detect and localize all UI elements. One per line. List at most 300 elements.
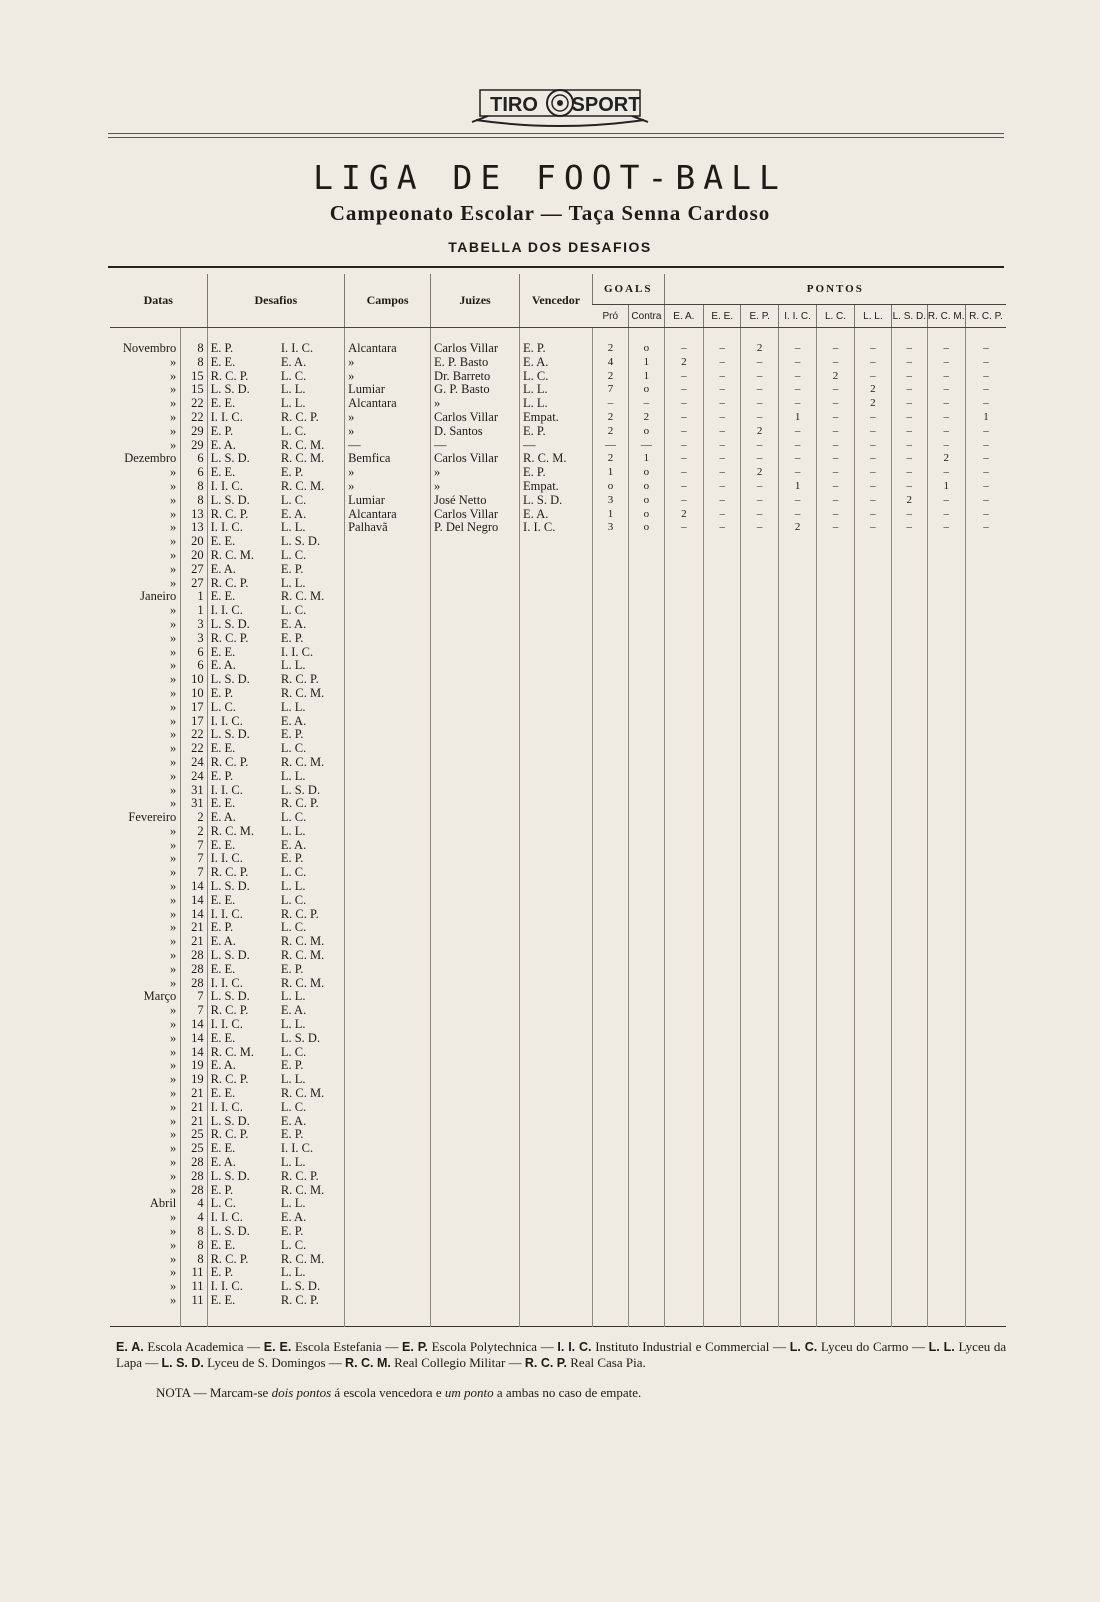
fixture-goals-pro [592, 563, 628, 577]
fixture-pontos [817, 949, 854, 963]
fixture-pontos [927, 604, 965, 618]
fixture-day: 14 [181, 1032, 207, 1046]
fixture-pontos: – [741, 370, 778, 384]
fixture-vencedor: L. C. [520, 370, 593, 384]
fixture-month: » [170, 438, 177, 452]
fixture-row [110, 687, 1006, 701]
fixture-pontos [778, 728, 816, 742]
fixture-away-team: E. A. [280, 714, 307, 728]
fixture-pontos: – [892, 521, 927, 535]
fixture-pontos: – [704, 494, 741, 508]
fixture-vencedor [520, 811, 593, 825]
fixture-pontos [741, 977, 778, 991]
fixture-away-team: L. L. [280, 769, 306, 783]
fixture-day: 31 [181, 797, 207, 811]
fixture-pontos [892, 894, 927, 908]
fixture-day: 25 [181, 1128, 207, 1142]
fixture-month: Janeiro [140, 590, 177, 604]
fixture-pontos [892, 1046, 927, 1060]
fixture-goals-pro [592, 811, 628, 825]
fixture-pontos [778, 784, 816, 798]
fixture-pontos [817, 549, 854, 563]
fixture-pontos: – [817, 521, 854, 535]
fixture-juiz [431, 728, 520, 742]
fixture-month: » [170, 728, 177, 742]
fixture-row [110, 715, 1006, 729]
fixture-pontos [817, 797, 854, 811]
fixture-juiz [431, 687, 520, 701]
fixture-month: » [170, 838, 177, 852]
fixture-pontos [664, 1128, 703, 1142]
fixture-pontos [817, 701, 854, 715]
fixture-day: 8 [181, 1253, 207, 1267]
fixture-pontos [965, 977, 1006, 991]
fixture-day: 10 [181, 673, 207, 687]
fixture-goals-pro [592, 1253, 628, 1267]
fixture-day: 11 [181, 1266, 207, 1280]
fixture-pontos [704, 618, 741, 632]
fixture-pontos [927, 908, 965, 922]
fixture-pontos [664, 1253, 703, 1267]
fixture-away-team: E. A. [280, 355, 307, 369]
fixture-pontos [741, 701, 778, 715]
fixture-vencedor: L. L. [520, 383, 593, 397]
fixture-pontos [965, 1239, 1006, 1253]
fixture-juiz [431, 715, 520, 729]
fixture-row [110, 880, 1006, 894]
fixture-pontos [664, 1225, 703, 1239]
fixture-day: 20 [181, 549, 207, 563]
fixture-pontos [892, 577, 927, 591]
fixture-row [110, 632, 1006, 646]
fixture-pontos [965, 549, 1006, 563]
fixture-home-team: L. S. D. [207, 452, 278, 466]
fixture-juiz [431, 1211, 520, 1225]
fixture-goals-contra [629, 1211, 664, 1225]
fixture-goals-pro [592, 701, 628, 715]
fixture-pontos [817, 852, 854, 866]
fixture-day: 14 [181, 880, 207, 894]
fixture-home-team: E. E. [207, 797, 278, 811]
fixture-home-team: I. I. C. [207, 908, 278, 922]
fixture-pontos [741, 894, 778, 908]
fixture-vencedor [520, 1101, 593, 1115]
fixture-pontos [778, 1004, 816, 1018]
fixture-pontos: – [664, 411, 703, 425]
fixture-pontos [741, 1266, 778, 1280]
fixture-goals-pro [592, 1142, 628, 1156]
fixture-month: » [170, 962, 177, 976]
fixture-campo [345, 632, 431, 646]
fixture-campo [345, 935, 431, 949]
fixture-month: » [170, 604, 177, 618]
fixture-vencedor [520, 659, 593, 673]
fixture-pontos [965, 1128, 1006, 1142]
fixture-home-team: E. P. [207, 770, 278, 784]
fixture-vencedor: I. I. C. [520, 521, 593, 535]
fixture-month: » [170, 824, 177, 838]
fixture-day: 8 [181, 494, 207, 508]
fixture-pontos [854, 1004, 891, 1018]
fixture-away-team: R. C. M. [280, 949, 325, 963]
fixture-row [110, 1018, 1006, 1032]
fixture-month: » [170, 1045, 177, 1059]
fixture-pontos [741, 687, 778, 701]
fixture-row [110, 549, 1006, 563]
fixture-goals-pro [592, 866, 628, 880]
fixture-pontos [817, 963, 854, 977]
fixture-goals-contra [629, 935, 664, 949]
fixture-pontos [664, 659, 703, 673]
fixture-home-team: E. P. [207, 921, 278, 935]
fixture-pontos [854, 1115, 891, 1129]
fixture-campo [345, 535, 431, 549]
fixture-row [110, 1128, 1006, 1142]
fixture-home-team: E. E. [207, 590, 278, 604]
fixture-pontos [927, 1115, 965, 1129]
fixtures-body [110, 328, 1006, 1327]
fixture-campo [345, 921, 431, 935]
fixture-away-team: L. L. [280, 1266, 306, 1280]
fixture-campo: Lumiar [345, 383, 431, 397]
fixture-pontos: – [854, 411, 891, 425]
fixture-pontos [704, 1184, 741, 1198]
fixture-home-team: E. E. [207, 1239, 278, 1253]
fixture-pontos [778, 535, 816, 549]
fixture-pontos [704, 1004, 741, 1018]
fixture-pontos [892, 839, 927, 853]
fixture-month: » [170, 1238, 177, 1252]
col-goals: GOALS [592, 274, 664, 305]
fixture-day: 24 [181, 770, 207, 784]
fixture-pontos: – [965, 370, 1006, 384]
fixture-day: 8 [181, 356, 207, 370]
fixture-vencedor: E. P. [520, 425, 593, 439]
fixture-pontos [854, 742, 891, 756]
fixture-pontos [854, 1018, 891, 1032]
fixture-pontos [965, 687, 1006, 701]
fixture-day: 28 [181, 963, 207, 977]
fixture-pontos [854, 756, 891, 770]
fixture-pontos: – [854, 494, 891, 508]
fixture-pontos [664, 618, 703, 632]
fixture-pontos: – [817, 439, 854, 453]
fixture-pontos [664, 1184, 703, 1198]
fixture-campo [345, 1032, 431, 1046]
fixture-away-team: E. P. [280, 962, 304, 976]
fixture-month: » [170, 1156, 177, 1170]
note-emphasis-1: dois pontos [271, 1385, 332, 1400]
fixture-goals-pro [592, 1211, 628, 1225]
fixture-pontos [927, 866, 965, 880]
fixture-pontos: – [965, 452, 1006, 466]
fixture-pontos: – [664, 370, 703, 384]
fixture-home-team: I. I. C. [207, 604, 278, 618]
fixture-pontos: 2 [664, 508, 703, 522]
fixture-juiz [431, 811, 520, 825]
fixture-goals-pro [592, 1197, 628, 1211]
fixture-month: » [170, 714, 177, 728]
fixture-pontos: – [817, 466, 854, 480]
fixture-pontos: – [664, 494, 703, 508]
col-pontos-team: L. L. [854, 305, 891, 328]
fixture-pontos [927, 756, 965, 770]
fixture-pontos [704, 935, 741, 949]
fixture-vencedor [520, 784, 593, 798]
fixture-pontos [892, 604, 927, 618]
fixture-campo [345, 673, 431, 687]
fixture-pontos [927, 921, 965, 935]
fixture-day: 7 [181, 839, 207, 853]
fixture-pontos [664, 687, 703, 701]
fixture-pontos: – [664, 480, 703, 494]
fixture-campo: Bemfica [345, 452, 431, 466]
legend-name: Instituto Industrial e Commercial [595, 1339, 770, 1354]
fixture-campo [345, 1128, 431, 1142]
fixture-day: 28 [181, 1156, 207, 1170]
fixture-day: 14 [181, 1046, 207, 1060]
fixture-row [110, 852, 1006, 866]
fixture-pontos: – [778, 494, 816, 508]
fixture-row [110, 563, 1006, 577]
fixture-pontos [741, 963, 778, 977]
fixture-vencedor [520, 563, 593, 577]
fixture-campo [345, 811, 431, 825]
fixture-pontos [664, 949, 703, 963]
fixture-day: 22 [181, 728, 207, 742]
fixture-pontos [664, 563, 703, 577]
fixture-away-team: L. L. [280, 880, 306, 894]
fixture-pontos [817, 880, 854, 894]
fixture-pontos: 1 [778, 480, 816, 494]
fixture-vencedor: L. S. D. [520, 494, 593, 508]
fixture-pontos [664, 1142, 703, 1156]
fixture-pontos: 2 [741, 425, 778, 439]
fixture-pontos [892, 659, 927, 673]
fixture-pontos [927, 784, 965, 798]
fixture-goals-pro [592, 894, 628, 908]
fixture-month: » [170, 397, 177, 411]
fixture-pontos [778, 1239, 816, 1253]
fixture-goals-pro [592, 1073, 628, 1087]
note-prefix: NOTA — Marcam-se [156, 1385, 272, 1400]
fixture-pontos [664, 1280, 703, 1294]
fixture-campo [345, 1073, 431, 1087]
fixture-goals-contra [629, 604, 664, 618]
fixture-campo: » [345, 425, 431, 439]
fixture-campo [345, 963, 431, 977]
fixture-pontos [927, 742, 965, 756]
fixture-pontos [965, 797, 1006, 811]
fixture-day: 7 [181, 1004, 207, 1018]
fixture-goals-contra [629, 1018, 664, 1032]
fixture-month: » [170, 521, 177, 535]
fixture-campo [345, 1170, 431, 1184]
fixture-goals-pro [592, 770, 628, 784]
fixture-pontos [778, 825, 816, 839]
fixture-pontos: – [664, 425, 703, 439]
fixture-day: 6 [181, 659, 207, 673]
fixture-pontos [741, 990, 778, 1004]
fixture-row [110, 590, 1006, 604]
fixture-pontos: – [854, 452, 891, 466]
fixture-vencedor [520, 1087, 593, 1101]
fixture-goals-contra [629, 756, 664, 770]
fixture-month: » [170, 1211, 177, 1225]
fixture-pontos [927, 825, 965, 839]
fixture-home-team: R. C. P. [207, 1128, 278, 1142]
fixture-pontos [854, 728, 891, 742]
fixture-row [110, 1239, 1006, 1253]
fixture-pontos [927, 715, 965, 729]
fixture-pontos: – [965, 425, 1006, 439]
fixture-home-team: I. I. C. [207, 784, 278, 798]
fixture-goals-pro [592, 728, 628, 742]
fixture-vencedor: E. A. [520, 508, 593, 522]
fixture-pontos [892, 1197, 927, 1211]
fixture-pontos [927, 1073, 965, 1087]
col-desafios: Desafios [207, 274, 345, 328]
fixture-pontos: – [704, 328, 741, 356]
fixture-pontos [704, 1211, 741, 1225]
fixture-campo [345, 687, 431, 701]
fixture-month: » [170, 1059, 177, 1073]
fixture-away-team: E. A. [280, 838, 307, 852]
fixture-pontos: – [965, 383, 1006, 397]
fixture-away-team: L. S. D. [280, 1031, 321, 1045]
legend-name: Escola Academica [147, 1339, 244, 1354]
fixture-away-team: L. L. [280, 1197, 306, 1211]
fixture-pontos [927, 1294, 965, 1326]
fixture-goals-pro [592, 1046, 628, 1060]
fixture-day: 14 [181, 1018, 207, 1032]
fixture-month: Março [143, 990, 177, 1004]
fixture-goals-pro: 2 [592, 452, 628, 466]
fixture-pontos [965, 728, 1006, 742]
fixture-goals-pro [592, 632, 628, 646]
fixture-vencedor [520, 632, 593, 646]
fixture-goals-contra: o [629, 480, 664, 494]
fixture-pontos [817, 687, 854, 701]
fixture-vencedor [520, 894, 593, 908]
fixture-juiz [431, 1004, 520, 1018]
fixture-pontos [927, 1253, 965, 1267]
fixture-pontos [778, 632, 816, 646]
fixture-pontos [741, 604, 778, 618]
fixture-row [110, 894, 1006, 908]
fixture-campo [345, 577, 431, 591]
fixture-row [110, 1087, 1006, 1101]
fixture-pontos: – [664, 452, 703, 466]
fixture-row [110, 1032, 1006, 1046]
fixture-home-team: R. C. P. [207, 1004, 278, 1018]
fixture-away-team: L. C. [280, 424, 307, 438]
fixture-campo [345, 949, 431, 963]
fixture-pontos [778, 1018, 816, 1032]
fixture-goals-pro [592, 618, 628, 632]
fixture-row [110, 494, 1006, 508]
fixture-pontos [854, 604, 891, 618]
fixture-away-team: R. C. M. [280, 686, 325, 700]
fixture-pontos [927, 618, 965, 632]
fixture-pontos [892, 1184, 927, 1198]
fixture-pontos [741, 673, 778, 687]
fixture-pontos: – [817, 452, 854, 466]
fixture-row [110, 1280, 1006, 1294]
fixture-pontos [817, 770, 854, 784]
col-pontos-team: L. C. [817, 305, 854, 328]
fixture-pontos [741, 646, 778, 660]
fixture-campo [345, 1004, 431, 1018]
fixture-row [110, 866, 1006, 880]
fixture-month: » [170, 1018, 177, 1032]
fixture-pontos [664, 1115, 703, 1129]
fixture-campo [345, 784, 431, 798]
fixture-goals-pro [592, 852, 628, 866]
fixture-goals-pro [592, 908, 628, 922]
fixture-pontos [854, 990, 891, 1004]
fixture-pontos [927, 977, 965, 991]
fixture-juiz: Carlos Villar [431, 508, 520, 522]
table-top-rule [108, 266, 1004, 268]
fixture-pontos: 2 [892, 494, 927, 508]
fixture-row [110, 646, 1006, 660]
fixture-home-team: E. E. [207, 535, 278, 549]
fixture-goals-contra [629, 577, 664, 591]
fixture-home-team: I. I. C. [207, 521, 278, 535]
fixture-day: 15 [181, 370, 207, 384]
fixture-pontos: – [817, 480, 854, 494]
fixture-row [110, 659, 1006, 673]
fixture-pontos [892, 977, 927, 991]
fixture-month: » [170, 1142, 177, 1156]
fixture-campo [345, 701, 431, 715]
fixture-row [110, 1059, 1006, 1073]
fixture-goals-contra: o [629, 508, 664, 522]
fixture-vencedor [520, 1156, 593, 1170]
fixture-home-team: E. A. [207, 563, 278, 577]
fixture-home-team: E. E. [207, 397, 278, 411]
fixture-home-team: E. A. [207, 439, 278, 453]
fixture-pontos: – [927, 383, 965, 397]
fixture-home-team: L. S. D. [207, 494, 278, 508]
fixture-row [110, 1266, 1006, 1280]
fixture-campo [345, 1156, 431, 1170]
fixture-pontos [704, 797, 741, 811]
fixture-juiz [431, 604, 520, 618]
fixture-day: 21 [181, 921, 207, 935]
fixture-away-team: L. S. D. [280, 535, 321, 549]
fixture-away-team: I. I. C. [280, 645, 314, 659]
fixture-month: » [170, 1280, 177, 1294]
fixture-month: » [170, 769, 177, 783]
fixture-juiz [431, 1018, 520, 1032]
fixture-pontos [741, 1280, 778, 1294]
fixture-pontos [704, 894, 741, 908]
fixture-row [110, 1197, 1006, 1211]
fixture-juiz [431, 935, 520, 949]
fixture-pontos: – [741, 439, 778, 453]
fixture-pontos [965, 1266, 1006, 1280]
fixture-home-team: I. I. C. [207, 480, 278, 494]
fixture-pontos: – [664, 521, 703, 535]
fixture-pontos [927, 935, 965, 949]
fixture-home-team: E. A. [207, 935, 278, 949]
fixture-vencedor [520, 866, 593, 880]
fixture-pontos [965, 852, 1006, 866]
fixture-month: » [170, 1128, 177, 1142]
fixture-vencedor: E. P. [520, 328, 593, 356]
